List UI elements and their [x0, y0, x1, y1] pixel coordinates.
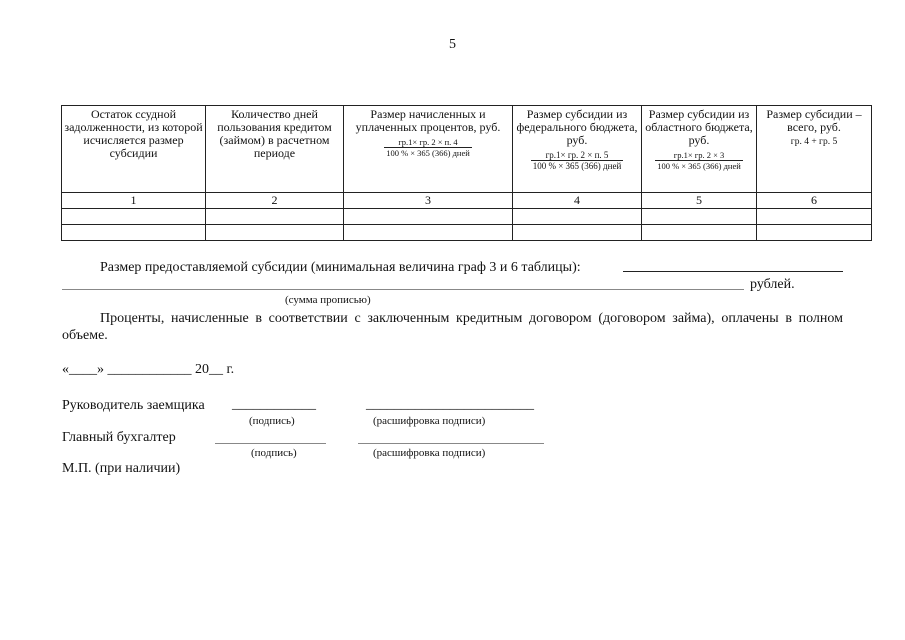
stamp-label: М.П. (при наличии) [62, 461, 181, 476]
column-number: 4 [513, 193, 642, 209]
subsidy-amount-line [100, 260, 581, 276]
header-cell-regional-subsidy: Размер субсидии из областного бюджета, руб. $\frac{гр.1\times гр. 2 \times 3}{\text{100 \% × 365 (366) дней}}$ [642, 106, 757, 193]
column-number: 1 [62, 193, 206, 209]
header-cell-total-subsidy: Размер субсидии – всего, руб. гр. 4 + гр. 5 [757, 106, 872, 193]
header-cell-days: Количество дней пользования кредитом (займом) в расчетном периоде [206, 106, 344, 193]
column-number-row [62, 193, 872, 209]
page-number: 5 [449, 37, 456, 52]
signature-caption: (подпись) [249, 415, 295, 427]
table-header-row [62, 106, 872, 193]
head-signature-field[interactable]: ____________ [232, 397, 316, 412]
column-number: 3 [344, 193, 513, 209]
accountant-decode-field[interactable] [358, 443, 544, 444]
table-cell[interactable] [206, 209, 344, 225]
subsidy-amount-label: Размер предоставляемой субсидии (минимальная величина граф 3 и 6 таблицы): [100, 260, 581, 275]
formula-total: гр. 4 + гр. 5 [790, 137, 838, 147]
table-row [62, 209, 872, 225]
formula-regional: $\frac{гр.1\times гр. 2 \times 3}{\text{100 \% × 365 (366) дней}}$ [657, 150, 741, 171]
subsidy-amount-field[interactable] [623, 271, 843, 272]
table-cell[interactable] [344, 225, 513, 241]
table-cell[interactable] [62, 209, 206, 225]
signature-caption: (подпись) [251, 447, 297, 459]
table-cell[interactable] [757, 209, 872, 225]
signature-decode-caption: (расшифровка подписи) [373, 447, 486, 459]
table-row [62, 225, 872, 241]
subsidy-words-field[interactable] [62, 289, 744, 290]
table-cell[interactable] [642, 209, 757, 225]
accountant-label: Главный бухгалтер [62, 430, 176, 445]
table-cell[interactable] [513, 209, 642, 225]
interest-paid-paragraph: Проценты, начисленные в соответствии с заключенным кредитным договором (договором займа), оплачены в полном объеме. [62, 311, 843, 343]
date-line: «____» ____________ 20__ г. [62, 362, 235, 377]
month-blank[interactable]: ____________ [107, 362, 192, 377]
table-cell[interactable] [206, 225, 344, 241]
amount-in-words-caption: (сумма прописью) [285, 294, 371, 306]
year-blank[interactable]: __ [209, 362, 223, 377]
table-cell[interactable] [344, 209, 513, 225]
table-cell[interactable] [642, 225, 757, 241]
header-cell-federal-subsidy: Размер субсидии из федерального бюджета, руб. $\frac{гр.1\times гр. 2 \times п. 5}{\text{100 \% × 365 (366) дней}}$ [513, 106, 642, 193]
formula-interest: $\frac{гр.1\times гр. 2 \times п. 4}{\text{100 \% × 365 (366) дней}}$ [386, 137, 470, 158]
head-decode-field[interactable]: ________________________ [366, 397, 534, 412]
header-cell-balance: Остаток ссудной задолженности, из которой исчисляется размер субсидии [62, 106, 206, 193]
column-number: 6 [757, 193, 872, 209]
column-number: 5 [642, 193, 757, 209]
day-blank[interactable]: ____ [69, 362, 97, 377]
table-cell[interactable] [62, 225, 206, 241]
table-cell[interactable] [757, 225, 872, 241]
rubles-label: рублей. [750, 277, 795, 292]
header-cell-interest: Размер начисленных и уплаченных процентов, руб. $\frac{гр.1\times гр. 2 \times п. 4}{\text{100 \% × 365 (366) дней}}$ [344, 106, 513, 193]
subsidy-calculation-table [61, 105, 872, 241]
formula-federal: $\frac{гр.1\times гр. 2 \times п. 5}{\text{100 \% × 365 (366) дней}}$ [532, 150, 622, 171]
table-cell[interactable] [513, 225, 642, 241]
accountant-signature-field[interactable] [215, 443, 326, 444]
head-label: Руководитель заемщика [62, 398, 205, 413]
column-number: 2 [206, 193, 344, 209]
signature-decode-caption: (расшифровка подписи) [373, 415, 486, 427]
